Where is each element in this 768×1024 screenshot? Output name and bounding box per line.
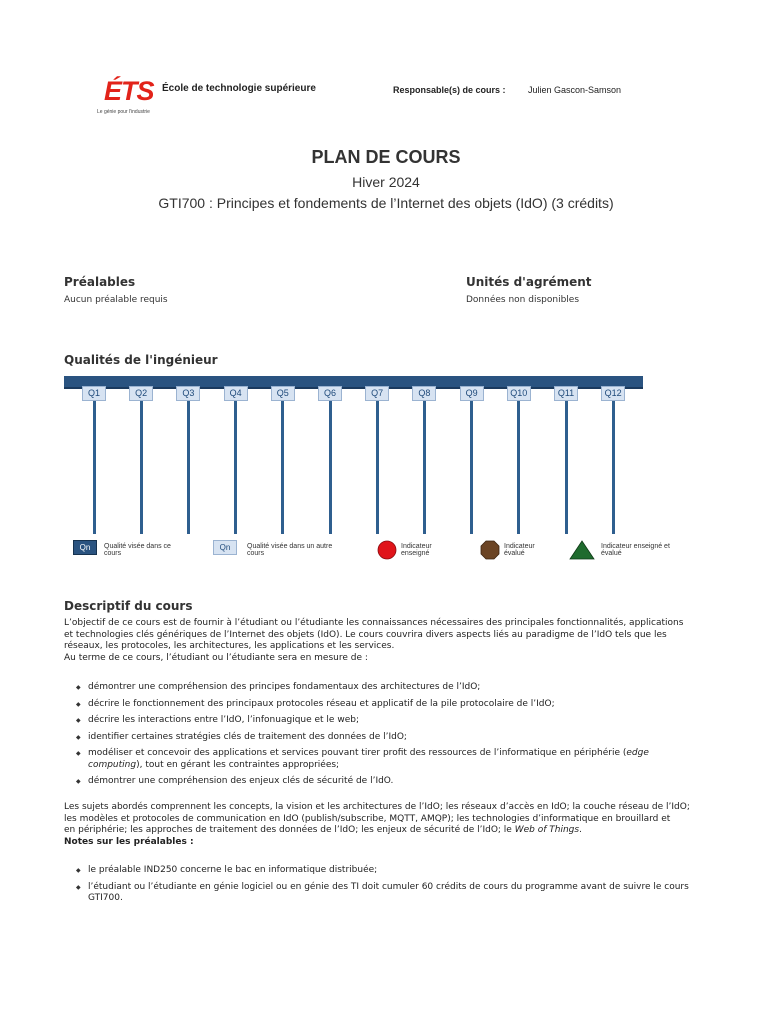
quality-line (93, 401, 96, 534)
quality-line (187, 401, 190, 534)
quality-line (423, 401, 426, 534)
description-intro (64, 618, 714, 664)
quality-q9: Q9 (460, 386, 484, 401)
prerequisites-heading: Préalables (64, 275, 136, 289)
intro-line: L’objectif de ce cours est de fournir à l’étudiant ou l’étudiante les connaissances nécessaires des principales fonctionnalités, applications (64, 618, 684, 628)
objectives-list (76, 682, 716, 788)
logo-tagline: Le génie pour l'industrie (97, 109, 150, 115)
red-circle-icon (377, 540, 397, 560)
responsible-name: Julien Gascon-Samson (528, 85, 622, 95)
quality-q3: Q3 (176, 386, 200, 401)
list-item: ◆ le préalable IND250 concerne le bac en informatique distribuée; (76, 865, 716, 877)
quality-line (565, 401, 568, 534)
legend-taught-label: Indicateur enseigné (401, 543, 432, 557)
list-item: ◆ démontrer une compréhension des principes fondamentaux des architectures de l’IdO; (76, 682, 716, 694)
quality-line (234, 401, 237, 534)
list-item: ◆ l’étudiant ou l’étudiante en génie logiciel ou en génie des TI doit cumuler 60 crédits de cours du programme avant de suivre le cours GTI700. (76, 882, 716, 905)
legend-evaluated-label: Indicateur évalué (504, 543, 535, 557)
list-item: ◆ décrire le fonctionnement des principaux protocoles réseau et applicatif de la pile protocolaire de l’IdO; (76, 699, 716, 711)
responsible-label: Responsable(s) de cours : (393, 85, 506, 95)
quality-q7: Q7 (365, 386, 389, 401)
quality-line (376, 401, 379, 534)
intro-line: et technologies clés génériques de l’Internet des objets (IdO). Le cours couvrira divers aspects liés au paradigme de l’IdO tels que les (64, 629, 667, 640)
notes-list (76, 865, 716, 905)
quality-line (140, 401, 143, 534)
list-item: ◆ identifier certaines stratégies clés de traitement des données de l’IdO; (76, 732, 716, 744)
qualities-heading: Qualités de l'ingénieur (64, 353, 218, 367)
brown-octagon-icon (480, 540, 500, 560)
school-name: École de technologie supérieure (162, 83, 316, 94)
quality-line (281, 401, 284, 534)
intro-line: réseaux, les protocoles, les architectures, les applications et les services. (64, 641, 395, 651)
list-item: ◆ modéliser et concevoir des applications et services pouvant tirer profit des ressources de l’informatique en périphérie (edge computing), tout en gérant les contraintes appropriées; (76, 748, 716, 771)
quality-line (470, 401, 473, 534)
green-triangle-icon (569, 540, 595, 560)
description-heading: Descriptif du cours (64, 599, 193, 613)
quality-q4: Q4 (224, 386, 248, 401)
accreditation-heading: Unités d'agrément (466, 275, 592, 289)
legend-targeted-here-label: Qualité visée dans ce cours (104, 543, 171, 557)
quality-q6: Q6 (318, 386, 342, 401)
intro-line: Au terme de ce cours, l’étudiant ou l’étudiante sera en mesure de : (64, 652, 368, 663)
course-title: GTI700 : Principes et fondements de l’Internet des objets (IdO) (3 crédits) (158, 195, 614, 211)
quality-line (612, 401, 615, 534)
quality-q11: Q11 (554, 386, 578, 401)
quality-q10: Q10 (507, 386, 531, 401)
quality-line (329, 401, 332, 534)
session: Hiver 2024 (352, 174, 420, 190)
quality-q2: Q2 (129, 386, 153, 401)
legend-targeted-other-badge: Qn (213, 540, 237, 555)
legend-targeted-other-label: Qualité visée dans un autre cours (247, 543, 333, 557)
page-title: PLAN DE COURS (311, 147, 461, 167)
quality-line (517, 401, 520, 534)
legend-targeted-here-badge: Qn (73, 540, 97, 555)
ets-logo: ÉTS (104, 76, 154, 106)
quality-q5: Q5 (271, 386, 295, 401)
quality-q1: Q1 (82, 386, 106, 401)
accreditation-value: Données non disponibles (466, 295, 580, 305)
prerequisites-value: Aucun préalable requis (64, 295, 168, 305)
list-item: ◆ démontrer une compréhension des enjeux clés de sécurité de l’IdO. (76, 776, 716, 788)
quality-q8: Q8 (412, 386, 436, 401)
list-item: ◆ décrire les interactions entre l’IdO, l’infonuagique et le web; (76, 715, 716, 727)
description-topics: Les sujets abordés comprennent les concepts, la vision et les architectures de l’IdO; les réseaux d’accès en IdO; la couche réseau de l’IdO; les modèles et protocoles de communication en IdO (publish/subscribe, MQTT, AMQP); les technologies d’informatique en brouillard et en périphérie; les approches de traitement des données de l’IdO; les enjeux de sécurité de l’IdO; le Web of Things. Notes sur les préalables : (64, 802, 714, 848)
legend-taught-evaluated-label: Indicateur enseigné et évalué (601, 543, 670, 557)
quality-q12: Q12 (601, 386, 625, 401)
notes-heading: Notes sur les préalables : (64, 836, 194, 847)
